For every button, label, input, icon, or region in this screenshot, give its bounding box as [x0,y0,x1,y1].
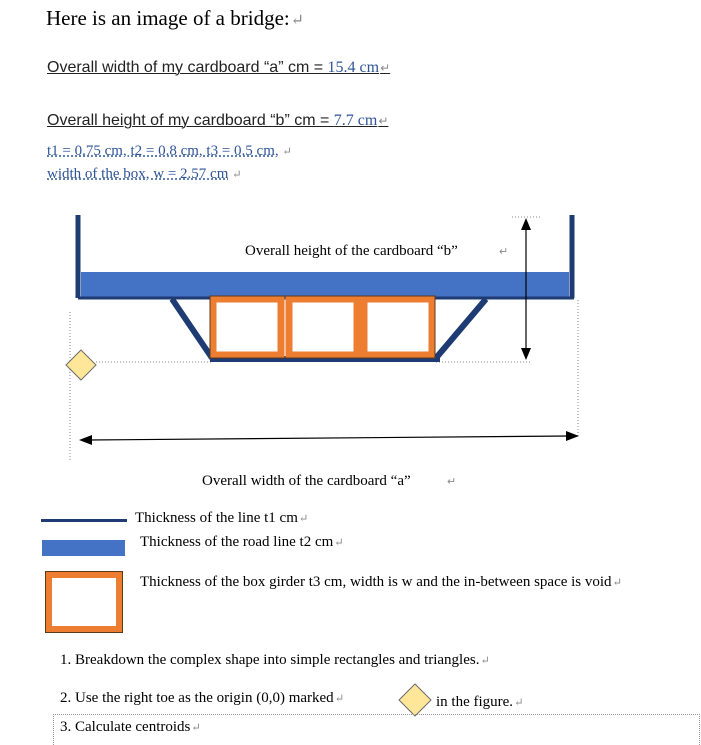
svg-text:↵: ↵ [499,246,509,258]
overall-width-line: Overall width of my cardboard “a” cm = 15.4 cm↵ [47,59,391,76]
step-1: 1. Breakdown the complex shape into simple rectangles and triangles.↵ [60,652,490,668]
overall-width-value: 15.4 cm [327,59,380,76]
legend-road-t2-text: Thickness of the road line t2 cm↵ [140,534,344,550]
box-girder-2 [289,299,357,355]
origin-marker-legend-icon [398,683,432,717]
overall-height-line: Overall height of my cardboard “b” cm = 7.7 cm↵ [47,112,389,129]
step-3: 3. Calculate centroids↵ [60,719,201,735]
left-diagonal-support [172,299,212,358]
svg-text:↵: ↵ [447,476,457,488]
box-girder-1 [213,299,281,355]
legend-box-t3-text: Thickness of the box girder t3 cm, width is w and the in-between space is void↵ [140,574,622,590]
overall-width-label: Overall width of my cardboard “a” cm = [47,59,328,76]
width-arrow-left-head [79,435,92,445]
legend-box-t3-swatch [46,572,122,632]
height-label: Overall height of the cardboard “b” [245,243,458,259]
height-arrow-top-head [521,218,531,230]
box-girder-3 [364,299,432,355]
width-label: Overall width of the cardboard “a” [202,473,411,489]
bridge-diagram [0,200,701,490]
right-diagonal-support [436,299,486,358]
height-arrow-bottom-head [521,348,531,360]
legend-road-t2-swatch [42,540,125,556]
width-arrow [88,436,570,440]
thickness-values: t1 = 0.75 cm, t2 = 0.8 cm, t3 = 0.5 cm, ↵ [47,143,292,159]
intro-text: Here is an image of a bridge:↵ [46,6,304,30]
step-2-suffix: in the figure.↵ [436,694,524,710]
box-width-value: width of the box, w = 2.57 cm ↵ [47,166,242,182]
step-2: 2. Use the right toe as the origin (0,0) marked↵ [60,690,345,706]
width-arrow-right-head [566,431,579,441]
legend-line-t1-text: Thickness of the line t1 cm↵ [135,510,309,526]
legend-line-t1-swatch [41,519,127,522]
road-deck [81,272,569,297]
overall-height-value: 7.7 cm [333,112,378,129]
overall-height-label: Overall height of my cardboard “b” cm = [47,112,334,129]
